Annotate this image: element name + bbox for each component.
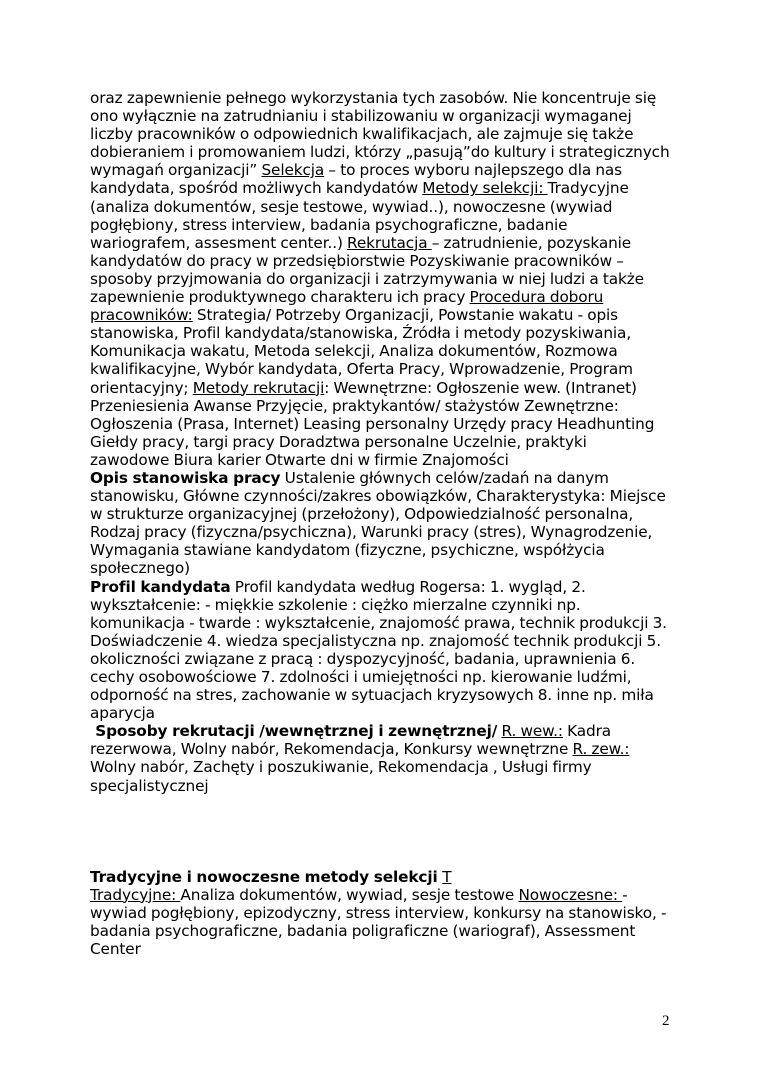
text-run: oraz zapewnienie pełnego wykorzystania tych zasobów. Nie koncentruje się ono wyłącznie na zatrudnianiu i stabilizowaniu w organizacji wymaganej liczby pracowników o odpowiednich kwalifikacjach, ale zajmuje się także dobieraniem i promowaniem ludzi, którzy „pasują”do kultury i strategicznych wymagań organizacji” — [90, 89, 670, 180]
text-run: Kadra rezerwowa, Wolny nabór, Rekomendacja, Konkursy wewnętrzne — [90, 722, 612, 759]
term-nowoczesne: Nowoczesne: — [518, 885, 623, 904]
heading-sposoby-rekrutacji: Sposoby rekrutacji /wewnętrznej i zewnętrznej/ — [90, 722, 498, 741]
text-run: Ustalenie głównych celów/zadań na danym stanowisku, Główne czynności/zakres obowiązków, Charakterystyka: Miejsce w strukturze organizacyjnej (przełożony), Odpowiedzialność personalna, Rodzaj pracy (fizyczna/psychiczna), Warunki pracy (stres), Wynagrodzenie, Wymagania stawiane kandydatom (fizyczne, psychiczne, współżycia społecznego) — [90, 468, 666, 578]
text-run: Tradycyjne (analiza dokumentów, sesje testowe, wywiad..), nowoczesne (wywiad pogłębiony, stress interview, badania psychograficzne, badanie wariografem, assesment center..) — [90, 179, 629, 252]
body-text — [90, 89, 670, 958]
term-selekcja: Selekcja — [261, 161, 325, 180]
term-metody-rekrutacji: Metody rekrutacji — [192, 378, 325, 397]
text-run: Strategia/ Potrzeby Organizacji, Powstanie wakatu - opis stanowiska, Profil kandydata/stanowiska, Źródła i metody pozyskiwania, Komunikacja wakatu, Metoda selekcji, Analiza dokumentów, Rozmowa kwalifikacyjne, Wybór kandydata, Oferta Pracy, Wprowadzenie, Program orientacyjny; — [90, 306, 633, 397]
term-metody-selekcji: Metody selekcji: — [422, 179, 548, 198]
term-t: T — [442, 867, 452, 886]
text-run: Analiza dokumentów, wywiad, sesje testowe — [180, 885, 519, 904]
text-run: – zatrudnienie, pozyskanie kandydatów do pracy w przedsiębiorstwie Pozyskiwanie pracowników – sposoby przyjmowania do organizacji i zatrzymywania w niej ludzi a także zapewnienie produktywnego charakteru ich pracy — [90, 233, 644, 307]
term-r-zew: R. zew.: — [572, 740, 630, 759]
heading-profil-kandydata: Profil kandydata — [90, 577, 231, 596]
paragraph-metody-selekcji — [90, 886, 670, 958]
paragraph-profil-kandydata — [90, 578, 670, 723]
heading-opis-stanowiska: Opis stanowiska pracy — [90, 468, 281, 487]
paragraph-metody-selekcji-heading — [90, 868, 670, 886]
text-run: – to proces wyboru najlepszego dla nas kandydata, spośród możliwych kandydatów — [90, 161, 623, 198]
paragraph-sposoby-rekrutacji — [90, 722, 670, 794]
term-rekrutacja: Rekrutacja — [347, 233, 432, 252]
heading-metody-selekcji: Tradycyjne i nowoczesne metody selekcji — [90, 867, 443, 886]
text-run: Profil kandydata według Rogersa: 1. wygląd, 2. wykształcenie: - miękkie szkolenie : ciężko mierzalne czynniki np. komunikacja - twarde : wykształcenie, znajomość prawa, technik produkcji 3. Doświadczenie 4. wiedza specjalistyczna np. znajomość technik produkcji 5. okoliczności związane z pracą : dyspozycyjność, badania, uprawnienia 6. cechy osobowościowe 7. zdolności i umiejętności np. kierowanie ludźmi, odporność na stres, zachowanie w sytuacjach kryzysowych 8. inne np. miła aparycja — [90, 577, 667, 723]
text-run: : Wewnętrzne: Ogłoszenie wew. (Intranet) Przeniesienia Awanse Przyjęcie, praktykantów/ stażystów Zewnętrzne: Ogłoszenia (Prasa, Internet) Leasing personalny Urzędy pracy Headhunting Giełdy pracy, targi pracy Doradztwa personalne Uczelnie, praktyki zawodowe Biura karier Otwarte dni w firmie Znajomości — [90, 378, 655, 469]
term-r-wew: R. wew.: — [501, 722, 563, 741]
blank-space — [90, 795, 670, 868]
term-tradycyjne: Tradycyjne: — [90, 885, 181, 904]
paragraph-selekcja-rekrutacja — [90, 89, 670, 469]
text-run: Wolny nabór, Zachęty i poszukiwanie, Rekomendacja , Usługi firmy specjalistycznej — [90, 758, 592, 795]
paragraph-opis-stanowiska — [90, 469, 670, 578]
term-procedura: Procedura doboru pracowników: — [90, 288, 604, 325]
text-run: - wywiad pogłębiony, epizodyczny, stress interview, konkursy na stanowisko, - badania psychograficzne, badania poligraficzne (wariograf), Assessment Center — [90, 885, 667, 959]
page-number: 2 — [662, 1013, 670, 1029]
